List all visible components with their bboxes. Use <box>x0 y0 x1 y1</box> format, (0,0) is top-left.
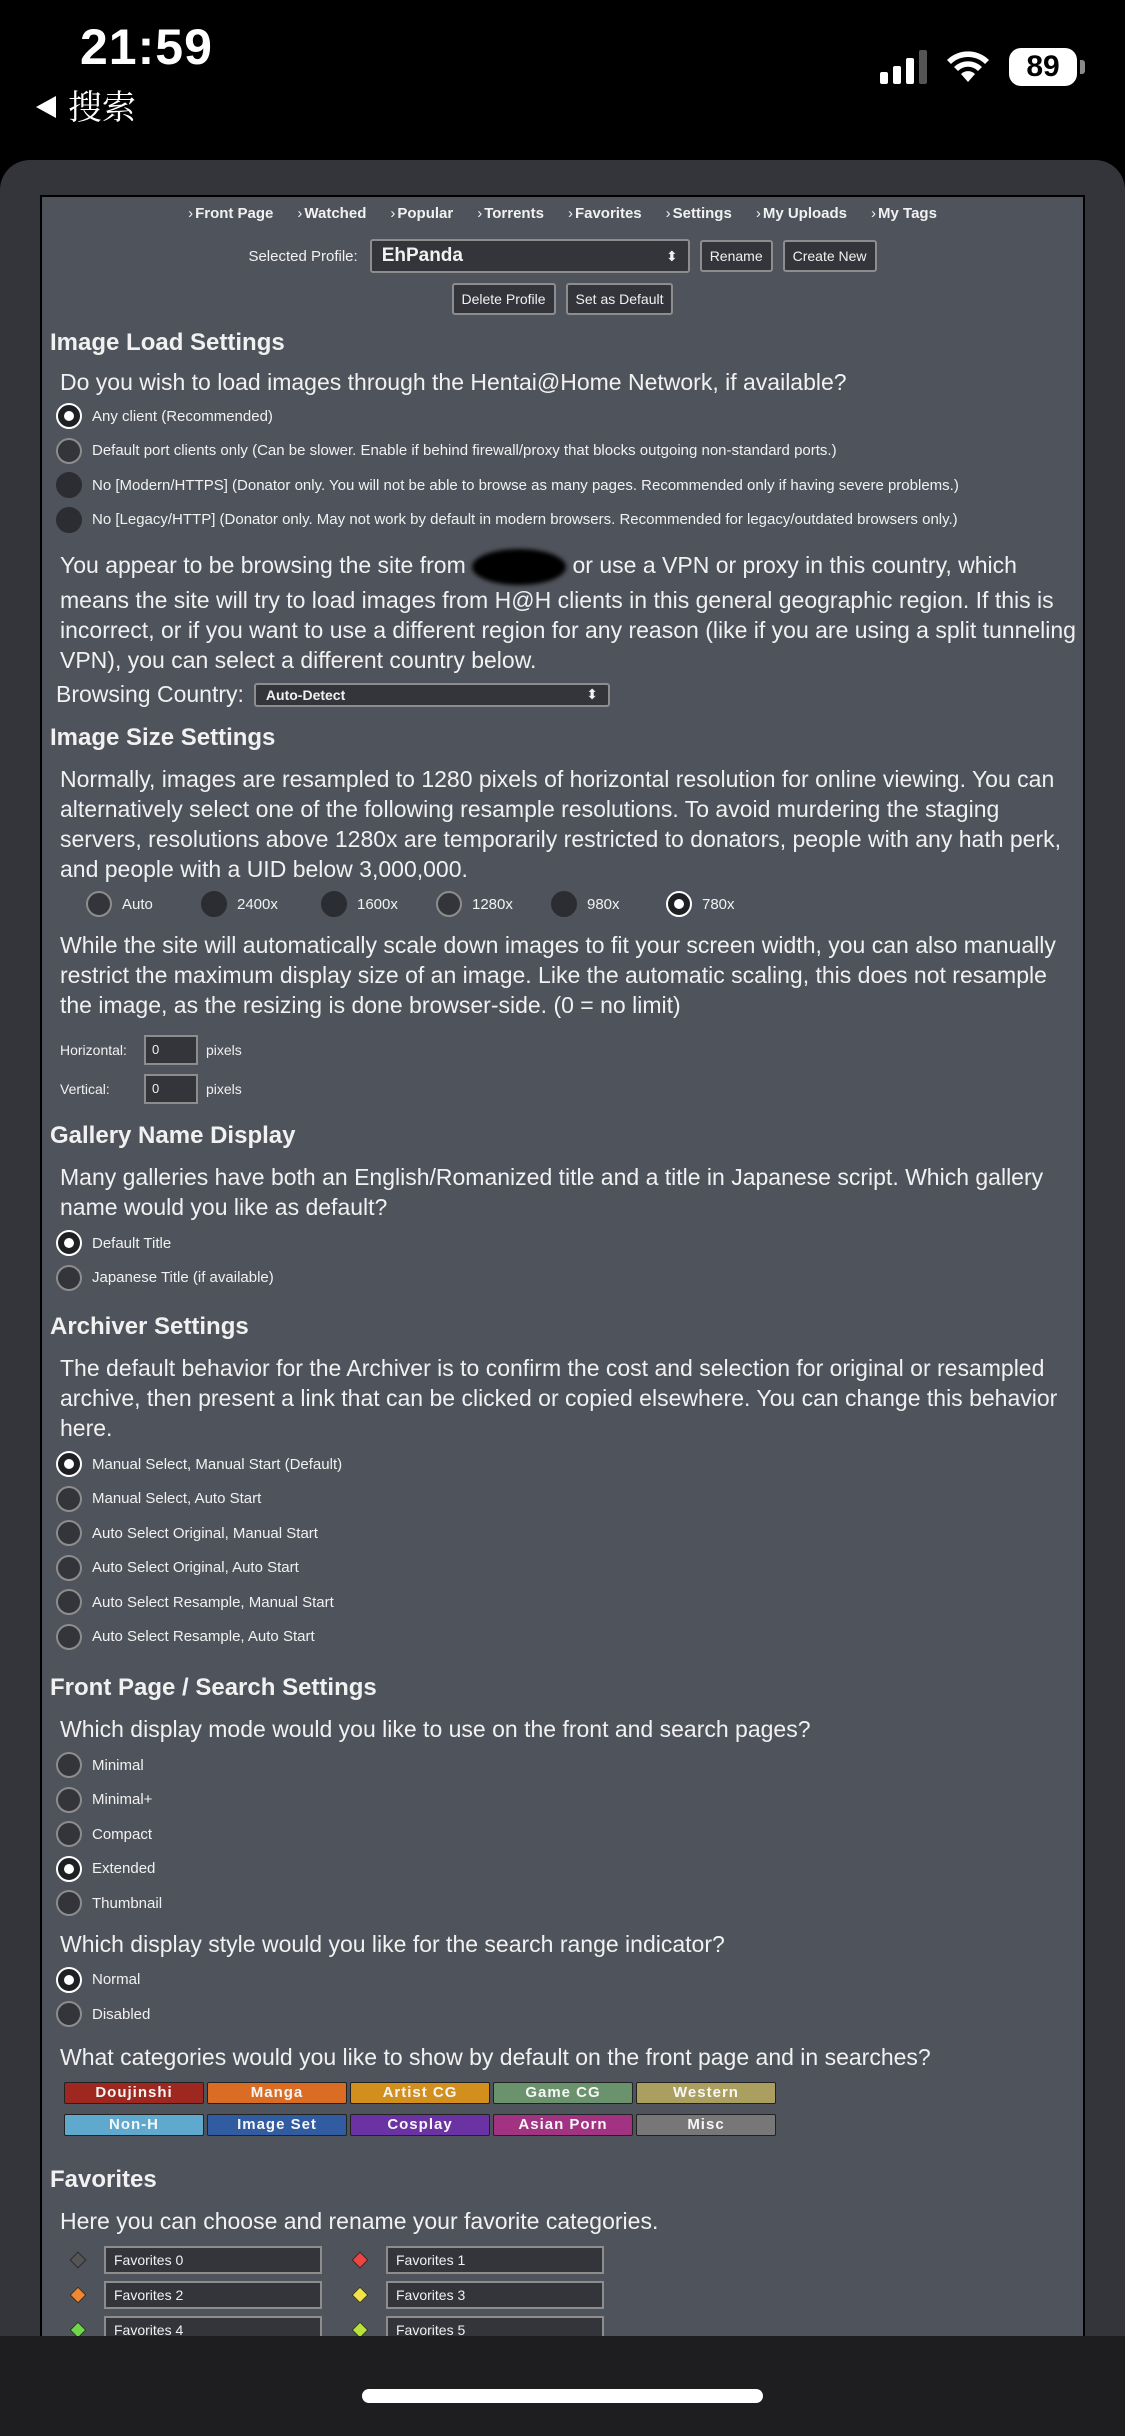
archiver-option[interactable] <box>56 1447 1083 1482</box>
delete-profile-button[interactable]: Delete Profile <box>452 283 556 315</box>
battery-level: 89 <box>1009 48 1077 86</box>
resample-option[interactable] <box>436 891 551 917</box>
favorite-color-icon <box>352 2286 369 2303</box>
display-mode-option-label: Minimal <box>92 1756 144 1774</box>
favorite-color-icon <box>70 2321 87 2336</box>
profile-value: EhPanda <box>381 245 463 266</box>
image-load-option[interactable] <box>56 434 1083 469</box>
nav-my-tags[interactable]: › My Tags <box>871 205 937 233</box>
radio-button[interactable] <box>56 1856 82 1882</box>
nav-settings[interactable]: › Settings <box>666 205 732 233</box>
vertical-input[interactable] <box>144 1074 198 1104</box>
image-load-option-label: Any client (Recommended) <box>92 407 273 425</box>
archiver-option[interactable] <box>56 1620 1083 1655</box>
battery-icon <box>1009 48 1085 86</box>
profile-row <box>42 239 1083 273</box>
radio-button[interactable] <box>56 1752 82 1778</box>
radio-button[interactable] <box>56 1787 82 1813</box>
category-toggle[interactable]: Asian Porn <box>493 2114 633 2136</box>
resample-options <box>86 884 1083 924</box>
resample-option-label: 1600x <box>357 895 398 913</box>
cellular-signal-icon <box>880 50 927 84</box>
range-style-option[interactable] <box>56 1963 1083 1998</box>
radio-button[interactable] <box>551 891 577 917</box>
radio-button[interactable] <box>56 403 82 429</box>
range-style-option-label: Disabled <box>92 2005 151 2023</box>
archiver-heading: Archiver Settings <box>50 1313 249 1340</box>
create-new-button[interactable]: Create New <box>783 240 877 272</box>
archiver-option[interactable] <box>56 1516 1083 1551</box>
radio-button[interactable] <box>56 1486 82 1512</box>
favorites-heading: Favorites <box>50 2165 157 2193</box>
web-sheet <box>0 160 1125 2336</box>
category-toggle[interactable]: Western <box>636 2082 776 2104</box>
display-mode-option[interactable] <box>56 1886 1083 1921</box>
image-load-option-label: No [Legacy/HTTP] (Donator only. May not work by default in modern browsers. Recommended for legacy/outdated browsers only.) <box>92 511 958 529</box>
profile-actions <box>42 283 1083 315</box>
favorite-category <box>62 2281 344 2309</box>
top-nav <box>42 197 1083 233</box>
display-mode-option[interactable] <box>56 1783 1083 1818</box>
favorite-name-input[interactable] <box>104 2281 322 2309</box>
archiver-option[interactable] <box>56 1551 1083 1586</box>
archiver-text: The default behavior for the Archiver is to confirm the cost and selection for original or resampled archive, then present a link that can be clicked or copied elsewhere. You can change this behavior here. <box>60 1355 1058 1441</box>
display-mode-option[interactable] <box>56 1748 1083 1783</box>
image-load-option[interactable] <box>56 503 1083 538</box>
image-size-text: Normally, images are resampled to 1280 pixels of horizontal resolution for online viewing. You can alternatively select one of the following resample resolutions. To avoid murdering the staging servers, resolutions above 1280x are temporarily restricted to donators, people with any hath perk, and people with a UID below 3,000,000. <box>60 766 1062 882</box>
archiver-option-label: Auto Select Resample, Auto Start <box>92 1628 315 1646</box>
nav-popular[interactable]: › Popular <box>390 205 453 233</box>
status-bar <box>0 0 1125 160</box>
radio-button[interactable] <box>56 1555 82 1581</box>
image-load-heading: Image Load Settings <box>50 329 285 356</box>
browsing-country-row <box>56 681 1083 708</box>
radio-button[interactable] <box>56 1520 82 1546</box>
home-indicator[interactable] <box>362 2389 763 2403</box>
wifi-icon <box>945 50 991 84</box>
archiver-option-label: Auto Select Resample, Manual Start <box>92 1593 334 1611</box>
archiver-option[interactable] <box>56 1482 1083 1517</box>
category-toggle[interactable]: Misc <box>636 2114 776 2136</box>
country-select[interactable] <box>254 683 610 707</box>
location-text: You appear to be browsing the site from or use a VPN or proxy in this country, which means the site will try to load images from H@H clients in this general geographic region. If this is incorrect, or if you want to use a different region for any reason (like if you are using a split tunneling VPN), you can select a different country below. <box>60 549 1077 675</box>
display-mode-option-label: Minimal+ <box>92 1791 153 1809</box>
gallery-name-option-label: Japanese Title (if available) <box>92 1269 274 1287</box>
archiver-option-label: Auto Select Original, Manual Start <box>92 1524 318 1542</box>
favorite-category <box>62 2246 344 2274</box>
resample-option-label: 980x <box>587 895 620 913</box>
image-load-options <box>42 399 1083 537</box>
category-toggle[interactable]: Non-H <box>64 2114 204 2136</box>
categories-question: What categories would you like to show by default on the front page and in searches? <box>60 2043 931 2070</box>
front-page-heading: Front Page / Search Settings <box>50 1674 377 1701</box>
resample-option[interactable] <box>86 891 201 917</box>
radio-button[interactable] <box>56 1230 82 1256</box>
settings-page <box>40 195 1085 2336</box>
category-buttons <box>64 2082 1083 2136</box>
nav-torrents[interactable]: › Torrents <box>477 205 544 233</box>
radio-button[interactable] <box>56 1589 82 1615</box>
nav-front-page[interactable]: › Front Page <box>188 205 273 233</box>
vertical-row <box>60 1069 1083 1108</box>
category-toggle[interactable]: Game CG <box>493 2082 633 2104</box>
radio-button[interactable] <box>86 891 112 917</box>
radio-button[interactable] <box>56 2001 82 2027</box>
image-load-option-label: Default port clients only (Can be slower. Enable if behind firewall/proxy that blocks outgoing non-standard ports.) <box>92 442 837 460</box>
back-label: 搜索 <box>68 88 136 128</box>
resample-option-label: 2400x <box>237 895 278 913</box>
resample-option[interactable] <box>201 891 321 917</box>
radio-button[interactable] <box>56 472 82 498</box>
range-options <box>42 1963 1083 2032</box>
category-toggle[interactable]: Image Set <box>207 2114 347 2136</box>
radio-button[interactable] <box>56 1265 82 1291</box>
radio-button[interactable] <box>56 1821 82 1847</box>
favorite-category <box>344 2281 626 2309</box>
status-icons <box>880 48 1085 86</box>
profile-select[interactable] <box>370 239 690 273</box>
image-load-option[interactable] <box>56 468 1083 503</box>
horizontal-unit: pixels <box>206 1041 242 1058</box>
archiver-option[interactable] <box>56 1585 1083 1620</box>
category-toggle[interactable]: Artist CG <box>350 2082 490 2104</box>
horizontal-row <box>60 1030 1083 1069</box>
select-chevron-icon: ⬍ <box>665 247 678 264</box>
favorite-color-icon <box>352 2251 369 2268</box>
favorite-name-input[interactable] <box>386 2316 604 2337</box>
display-mode-option[interactable] <box>56 1817 1083 1852</box>
gallery-name-option[interactable] <box>56 1261 1083 1296</box>
radio-button[interactable] <box>56 1451 82 1477</box>
gallery-name-text: Many galleries have both an English/Romanized title and a title in Japanese script. Which gallery name would you like as default? <box>60 1164 1044 1220</box>
display-mode-option[interactable] <box>56 1852 1083 1887</box>
vertical-label: Vertical: <box>60 1080 110 1097</box>
display-size-text: While the site will automatically scale down images to fit your screen width, you can also manually restrict the maximum display size of an image. Like the automatic scaling, this does not resample the image, as the resizing is done browser-side. (0 = no limit) <box>60 932 1056 1018</box>
resample-option-label: 780x <box>702 895 735 913</box>
display-mode-option-label: Thumbnail <box>92 1894 163 1912</box>
set-default-button[interactable]: Set as Default <box>566 283 674 315</box>
resample-option[interactable] <box>666 891 781 917</box>
profile-label: Selected Profile: <box>248 247 358 265</box>
country-value: Auto-Detect <box>265 686 346 703</box>
nav-my-uploads[interactable]: › My Uploads <box>756 205 847 233</box>
redacted-country <box>472 549 566 585</box>
favorites-grid <box>62 2246 1083 2337</box>
display-mode-option-label: Compact <box>92 1825 153 1843</box>
gallery-name-heading: Gallery Name Display <box>50 1122 296 1149</box>
radio-button[interactable] <box>56 1967 82 1993</box>
favorite-color-icon <box>352 2321 369 2336</box>
gallery-name-options <box>42 1226 1083 1295</box>
favorite-name-input[interactable] <box>386 2246 604 2274</box>
range-style-option-label: Normal <box>92 1971 141 1989</box>
nav-favorites[interactable]: › Favorites <box>568 205 642 233</box>
country-label: Browsing Country: <box>56 681 244 707</box>
range-style-option[interactable] <box>56 1997 1083 2032</box>
favorite-category <box>344 2246 626 2274</box>
radio-button[interactable] <box>56 1890 82 1916</box>
radio-button[interactable] <box>56 507 82 533</box>
nav-watched[interactable]: › Watched <box>297 205 366 233</box>
vertical-unit: pixels <box>206 1080 242 1097</box>
archiver-option-label: Auto Select Original, Auto Start <box>92 1559 299 1577</box>
select-chevron-icon: ⬍ <box>586 686 598 702</box>
radio-button[interactable] <box>56 438 82 464</box>
radio-button[interactable] <box>666 891 692 917</box>
display-mode-options <box>42 1748 1083 1921</box>
archiver-option-label: Manual Select, Auto Start <box>92 1490 262 1508</box>
archiver-option-label: Manual Select, Manual Start (Default) <box>92 1455 343 1473</box>
favorite-category <box>62 2316 344 2337</box>
gallery-name-option-label: Default Title <box>92 1234 172 1252</box>
range-question: Which display style would you like for the search range indicator? <box>60 1930 725 1957</box>
back-arrow-icon <box>36 96 56 118</box>
radio-button[interactable] <box>321 891 347 917</box>
radio-button[interactable] <box>56 1624 82 1650</box>
display-mode-question: Which display mode would you like to use on the front and search pages? <box>60 1716 811 1742</box>
category-toggle[interactable]: Doujinshi <box>64 2082 204 2104</box>
resample-option-label: 1280x <box>472 895 513 913</box>
category-toggle[interactable]: Cosplay <box>350 2114 490 2136</box>
resample-option-label: Auto <box>122 895 153 913</box>
resample-option[interactable] <box>551 891 666 917</box>
image-size-heading: Image Size Settings <box>50 724 276 751</box>
image-load-option-label: No [Modern/HTTPS] (Donator only. You will not be able to browse as many pages. Recommended only if having severe problems.) <box>92 476 959 494</box>
display-mode-option-label: Extended <box>92 1860 156 1878</box>
favorite-color-icon <box>70 2286 87 2303</box>
status-time: 21:59 <box>80 19 213 75</box>
resample-option[interactable] <box>321 891 436 917</box>
back-to-search-link[interactable] <box>36 80 136 129</box>
rename-button[interactable]: Rename <box>700 240 773 272</box>
category-toggle[interactable]: Manga <box>207 2082 347 2104</box>
horizontal-input[interactable] <box>144 1035 198 1065</box>
favorite-name-input[interactable] <box>104 2316 322 2337</box>
gallery-name-option[interactable] <box>56 1226 1083 1261</box>
radio-button[interactable] <box>436 891 462 917</box>
favorites-text: Here you can choose and rename your favorite categories. <box>60 2207 659 2234</box>
image-load-option[interactable] <box>56 399 1083 434</box>
archiver-options <box>42 1447 1083 1654</box>
favorite-name-input[interactable] <box>386 2281 604 2309</box>
favorite-color-icon <box>70 2251 87 2268</box>
horizontal-label: Horizontal: <box>60 1041 127 1058</box>
favorite-name-input[interactable] <box>104 2246 322 2274</box>
image-load-question: Do you wish to load images through the Hentai@Home Network, if available? <box>60 369 847 395</box>
home-indicator-area <box>0 2336 1125 2436</box>
radio-button[interactable] <box>201 891 227 917</box>
favorite-category <box>344 2316 626 2337</box>
